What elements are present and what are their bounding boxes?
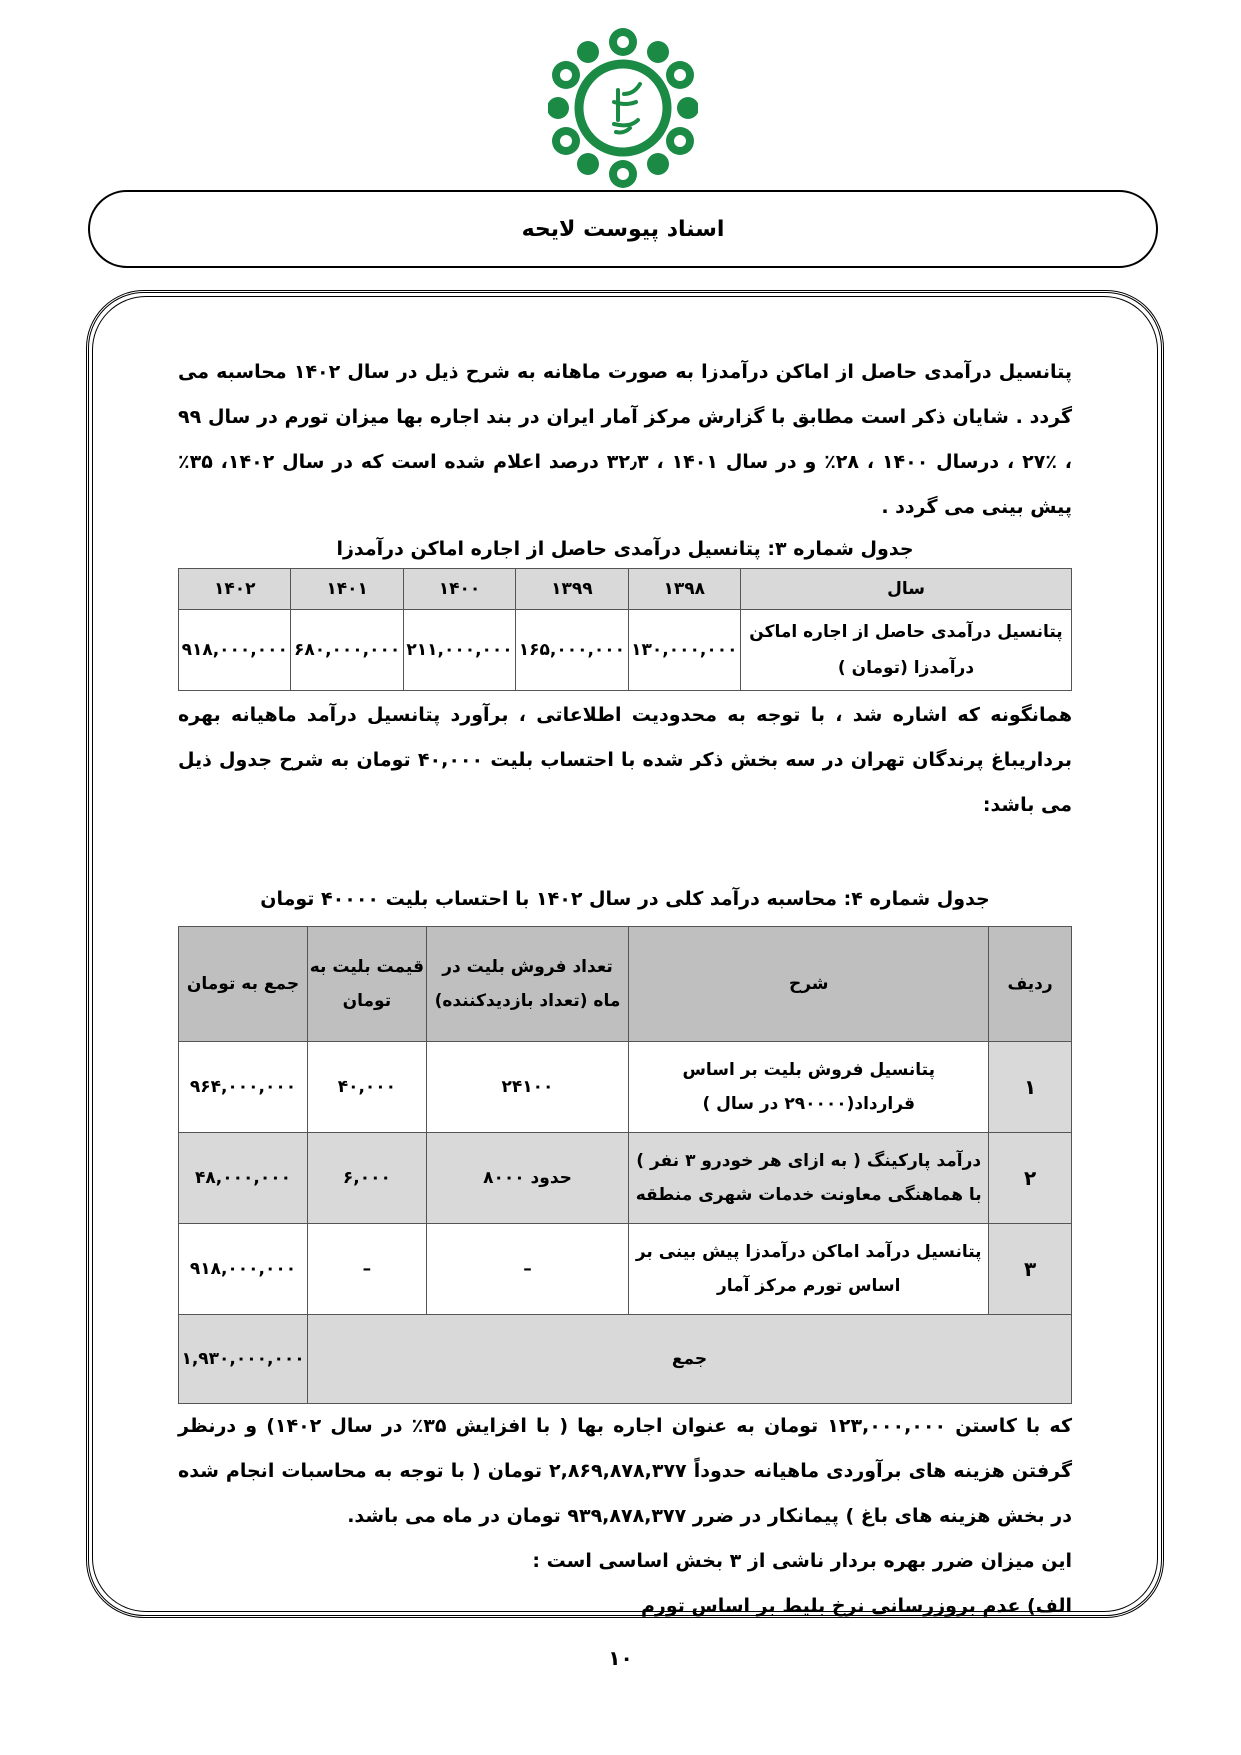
loss-intro: این میزان ضرر بهره بردار ناشی از ۳ بخش اساسی است :: [532, 1550, 1072, 1572]
table4-row-price: ۴۰,۰۰۰: [308, 1042, 427, 1133]
table4-header-ticket-price: قیمت بلیت به تومان: [308, 927, 427, 1042]
table4-row: [179, 1042, 1072, 1133]
table4-row-price: –: [308, 1224, 427, 1315]
table4-total-row: [179, 1315, 1072, 1404]
intro-paragraph: پتانسیل درآمدی حاصل از اماکن درآمدزا به صورت ماهانه به شرح ذیل در سال ۱۴۰۲ محاسبه می گردد . شایان ذکر است مطابق با گزارش مرکز آمار ایران در بند اجاره بها میزان تورم در سال ۹۹ ، ٪۲۷ ، درسال ۱۴۰۰ ، ۲۸٪ و در سال ۱۴۰۱ ، ۳۲٫۳ درصد اعلام شده است که در سال ۱۴۰۲، ۳۵٪ پیش بینی می گردد .: [178, 361, 1072, 518]
table4-header-description: شرح: [629, 927, 989, 1042]
table4-row-count: –: [426, 1224, 629, 1315]
table3-year: ۱۴۰۰: [403, 569, 515, 610]
table4-row-sum: ۹۶۴,۰۰۰,۰۰۰: [179, 1042, 308, 1133]
table4-row: [179, 1224, 1072, 1315]
table3-value: ۶۸۰,۰۰۰,۰۰۰: [291, 610, 403, 691]
page-number: ۱۰: [608, 1646, 633, 1670]
table4-header-row-number: ردیف: [989, 927, 1072, 1042]
table3-header-year-label: سال: [741, 569, 1072, 610]
header-box: [88, 190, 1158, 268]
tehran-council-logo: [548, 28, 698, 188]
loss-item-a: الف) عدم بروزرسانی نرخ بلیط بر اساس تورم: [640, 1595, 1072, 1617]
table3-row-label: پتانسیل درآمدی حاصل از اجاره اماکن درآمدزا (تومان ): [741, 610, 1072, 691]
table4-row-count: ۲۴۱۰۰: [426, 1042, 629, 1133]
table4-row-sum: ۹۱۸,۰۰۰,۰۰۰: [179, 1224, 308, 1315]
table3-header-row: [179, 569, 1072, 610]
table3-value: ۹۱۸,۰۰۰,۰۰۰: [179, 610, 291, 691]
table4-row-index: ۱: [989, 1042, 1072, 1133]
middle-paragraph: همانگونه که اشاره شد ، با توجه به محدودیت اطلاعاتی ، برآورد پتانسیل درآمد ماهیانه بهره برداریباغ پرندگان تهران در سه بخش ذکر شده با احتساب بلیت ۴۰,۰۰۰ تومان به شرح جدول ذیل می باشد:: [178, 704, 1072, 816]
table4-total-label: جمع: [308, 1315, 1072, 1404]
table3-year: ۱۳۹۹: [516, 569, 628, 610]
table4-row-count: حدود ۸۰۰۰: [426, 1133, 629, 1224]
table4-row: [179, 1133, 1072, 1224]
table4-header-ticket-count: تعداد فروش بلیت در ماه (تعداد بازدیدکننده): [426, 927, 629, 1042]
table3-value: ۱۳۰,۰۰۰,۰۰۰: [628, 610, 740, 691]
table4-total-value: ۱,۹۳۰,۰۰۰,۰۰۰: [179, 1315, 308, 1404]
table3-year: ۱۴۰۲: [179, 569, 291, 610]
document-title: اسناد پیوست لایحه: [521, 216, 725, 242]
content-body: [178, 350, 1072, 1629]
table4-income-calculation: [178, 926, 1072, 1404]
table4-row-index: ۳: [989, 1224, 1072, 1315]
table3-value: ۱۶۵,۰۰۰,۰۰۰: [516, 610, 628, 691]
table4-header-row: [179, 927, 1072, 1042]
table4-row-description: درآمد پارکینگ ( به ازای هر خودرو ۳ نفر ) با هماهنگی معاونت خدمات شهری منطقه: [629, 1133, 989, 1224]
logo-emblem-icon: [548, 28, 698, 188]
table3-year: ۱۴۰۱: [291, 569, 403, 610]
table4-row-description: پتانسیل درآمد اماکن درآمدزا پیش بینی بر اساس تورم مرکز آمار: [629, 1224, 989, 1315]
table3-year: ۱۳۹۸: [628, 569, 740, 610]
closing-paragraph: که با کاستن ۱۲۳,۰۰۰,۰۰۰ تومان به عنوان اجاره بها ( با افزایش ۳۵٪ در سال ۱۴۰۲) و درنظر گرفتن هزینه های برآوردی ماهیانه حدوداً ۲,۸۶۹,۸۷۸,۳۷۷ تومان ( با توجه به محاسبات انجام شده در بخش هزینه های باغ ) پیمانکار در ضرر ۹۳۹,۸۷۸,۳۷۷ تومان در ماه می باشد.: [178, 1415, 1073, 1527]
table4-row-index: ۲: [989, 1133, 1072, 1224]
table4-caption: جدول شماره ۴: محاسبه درآمد کلی در سال ۱۴۰۲ با احتساب بلیت ۴۰۰۰۰ تومان: [260, 888, 990, 910]
table4-header-sum: جمع به تومان: [179, 927, 308, 1042]
table3-value: ۲۱۱,۰۰۰,۰۰۰: [403, 610, 515, 691]
table3-caption: جدول شماره ۳: پتانسیل درآمدی حاصل از اجاره اماکن درآمدزا: [336, 538, 914, 560]
table4-row-sum: ۴۸,۰۰۰,۰۰۰: [179, 1133, 308, 1224]
table3-rental-revenue: [178, 568, 1072, 691]
table4-row-description: پتانسیل فروش بلیت بر اساس قرارداد(۲۹۰۰۰۰ در سال ): [629, 1042, 989, 1133]
table4-row-price: ۶,۰۰۰: [308, 1133, 427, 1224]
table3-data-row: [179, 610, 1072, 691]
